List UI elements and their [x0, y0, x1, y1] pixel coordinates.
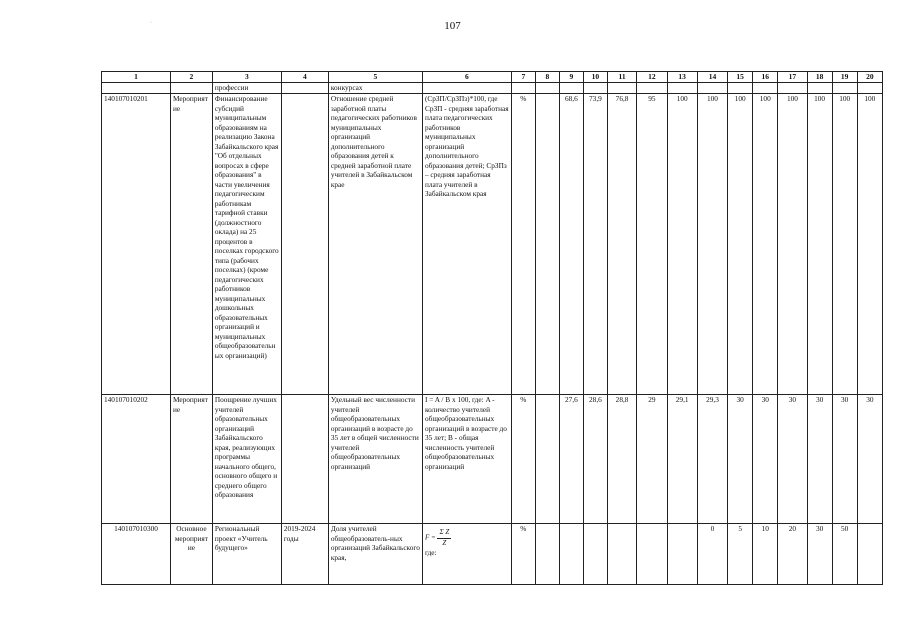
table-cell — [535, 83, 559, 94]
value-cell: 100 — [667, 94, 697, 395]
table-cell — [559, 83, 583, 94]
table-cell — [697, 83, 727, 94]
row-indicator: Удельный вес численности учителей общеобразовательных организаций в возрасте до 35 лет в общей численности учителей общеобразовательных организаций — [328, 395, 422, 524]
row-type: Мероприятие — [171, 94, 213, 395]
value-cell — [667, 524, 697, 585]
col-header: 14 — [697, 72, 727, 83]
value-cell: 29,3 — [697, 395, 727, 524]
value-cell: 100 — [753, 94, 778, 395]
row-type: Мероприятие — [171, 395, 213, 524]
scan-mark: · — [150, 20, 152, 26]
col-header: 7 — [511, 72, 535, 83]
col-header: 8 — [535, 72, 559, 83]
col-header: 16 — [753, 72, 778, 83]
row-method: (СрЗП/СрЗПз)*100, где СрЗП - средняя заработная плата педагогических работников муниципальных организаций дополнительного образования детей; СрЗПз – средняя заработная плата учителей в Забайкальском края — [422, 94, 511, 395]
value-cell: 30 — [807, 395, 832, 524]
col-header: 13 — [667, 72, 697, 83]
value-cell — [607, 524, 636, 585]
row-indicator: Отношение средней заработной платы педагогических работников муниципальных организаций дополнительного образования детей к средней заработной плате учителей в Забайкальском крае — [328, 94, 422, 395]
value-cell: 95 — [637, 94, 667, 395]
row-name: Финансирование субсидий муниципальным образованиям на реализацию Закона Забайкальского края "Об отдельных вопросах в сфере образования" в части увеличения педагогическим работникам тарифной ставки (должностного оклада) на 25 процентов в поселках городского типа (рабочих поселках) (кроме педагогических работников муниципальных дошкольных образовательных организаций и муниципальных общеобразовательных организаций) — [212, 94, 281, 395]
row-unit: % — [511, 524, 535, 585]
value-cell: 100 — [857, 94, 882, 395]
row-unit: % — [511, 395, 535, 524]
value-cell: 100 — [807, 94, 832, 395]
table-cell — [778, 83, 807, 94]
table-cell — [637, 83, 667, 94]
col-header: 9 — [559, 72, 583, 83]
value-cell: 30 — [753, 395, 778, 524]
row-type: Основное мероприятие — [171, 524, 213, 585]
value-cell: 28,6 — [583, 395, 607, 524]
value-cell: 100 — [778, 94, 807, 395]
col-header: 2 — [171, 72, 213, 83]
value-cell: 30 — [778, 395, 807, 524]
indicator-table — [101, 71, 883, 585]
row-period — [281, 94, 328, 395]
value-cell — [535, 395, 559, 524]
row-indicator: Доля учителей общеобразователь-ных организаций Забайкальского края, — [328, 524, 422, 585]
table-cell — [171, 83, 213, 94]
col-header: 6 — [422, 72, 511, 83]
value-cell: 30 — [807, 524, 832, 585]
row-period: 2019-2024 годы — [281, 524, 328, 585]
table-cell — [753, 83, 778, 94]
value-cell — [535, 94, 559, 395]
formula-fraction — [437, 528, 451, 548]
formula-denominator: Z — [442, 538, 447, 547]
row-code: 140107010202 — [102, 395, 171, 524]
table-cell: конкурсах — [328, 83, 422, 94]
col-header: 5 — [328, 72, 422, 83]
table-cell — [102, 83, 171, 94]
formula-numerator: Σ Z — [437, 528, 451, 539]
value-cell: 50 — [832, 524, 857, 585]
table-row — [102, 395, 883, 524]
col-header: 10 — [583, 72, 607, 83]
value-cell — [637, 524, 667, 585]
table-cell — [583, 83, 607, 94]
value-cell: 29,1 — [667, 395, 697, 524]
value-cell: 73,9 — [583, 94, 607, 395]
row-name: Региональный проект «Учитель будущего» — [212, 524, 281, 585]
table-row — [102, 524, 883, 585]
row-code: 140107010300 — [102, 524, 171, 585]
table-row — [102, 94, 883, 395]
page-number: 107 — [444, 20, 461, 32]
value-cell: 20 — [778, 524, 807, 585]
value-cell: 76,8 — [607, 94, 636, 395]
row-unit: % — [511, 94, 535, 395]
row-code: 140107010201 — [102, 94, 171, 395]
value-cell: 10 — [753, 524, 778, 585]
row-method — [422, 524, 511, 585]
col-header: 20 — [857, 72, 882, 83]
col-header: 4 — [281, 72, 328, 83]
table-cell — [607, 83, 636, 94]
col-header: 19 — [832, 72, 857, 83]
table-cell — [728, 83, 753, 94]
value-cell: 30 — [728, 395, 753, 524]
table-cell: профессии — [212, 83, 281, 94]
col-header: 1 — [102, 72, 171, 83]
table-cell — [281, 83, 328, 94]
value-cell — [559, 524, 583, 585]
table-cell — [832, 83, 857, 94]
value-cell — [535, 524, 559, 585]
value-cell: 30 — [857, 395, 882, 524]
value-cell — [857, 524, 882, 585]
col-header: 18 — [807, 72, 832, 83]
table-cell — [857, 83, 882, 94]
value-cell: 5 — [728, 524, 753, 585]
row-name: Поощрение лучших учителей образовательных организаций Забайкальского края, реализующих программы начального общего, основного общего и среднего общего образования — [212, 395, 281, 524]
value-cell: 100 — [697, 94, 727, 395]
header-row — [102, 72, 883, 83]
value-cell: 28,8 — [607, 395, 636, 524]
row-method: I = A / B х 100, где: A - количество учителей общеобразовательных организаций в возрасте до 35 лет; B - общая численность учителей общеобразовательных организаций — [422, 395, 511, 524]
table-cell — [667, 83, 697, 94]
col-header: 3 — [212, 72, 281, 83]
method-tail: где: — [424, 548, 437, 557]
value-cell — [583, 524, 607, 585]
col-header: 17 — [778, 72, 807, 83]
table-cell — [807, 83, 832, 94]
value-cell: 30 — [832, 395, 857, 524]
col-header: 15 — [728, 72, 753, 83]
continuation-row — [102, 83, 883, 94]
value-cell: 0 — [697, 524, 727, 585]
table-cell — [511, 83, 535, 94]
formula-lhs: F — [424, 533, 430, 542]
row-period — [281, 395, 328, 524]
value-cell: 100 — [728, 94, 753, 395]
table-cell — [422, 83, 511, 94]
method-formula: F = $\frac{\text{Σ Z}}{Z}$ — [424, 528, 450, 547]
col-header: 11 — [607, 72, 636, 83]
value-cell: 27,6 — [559, 395, 583, 524]
col-header: 12 — [637, 72, 667, 83]
value-cell: 100 — [832, 94, 857, 395]
value-cell: 68,6 — [559, 94, 583, 395]
value-cell: 29 — [637, 395, 667, 524]
